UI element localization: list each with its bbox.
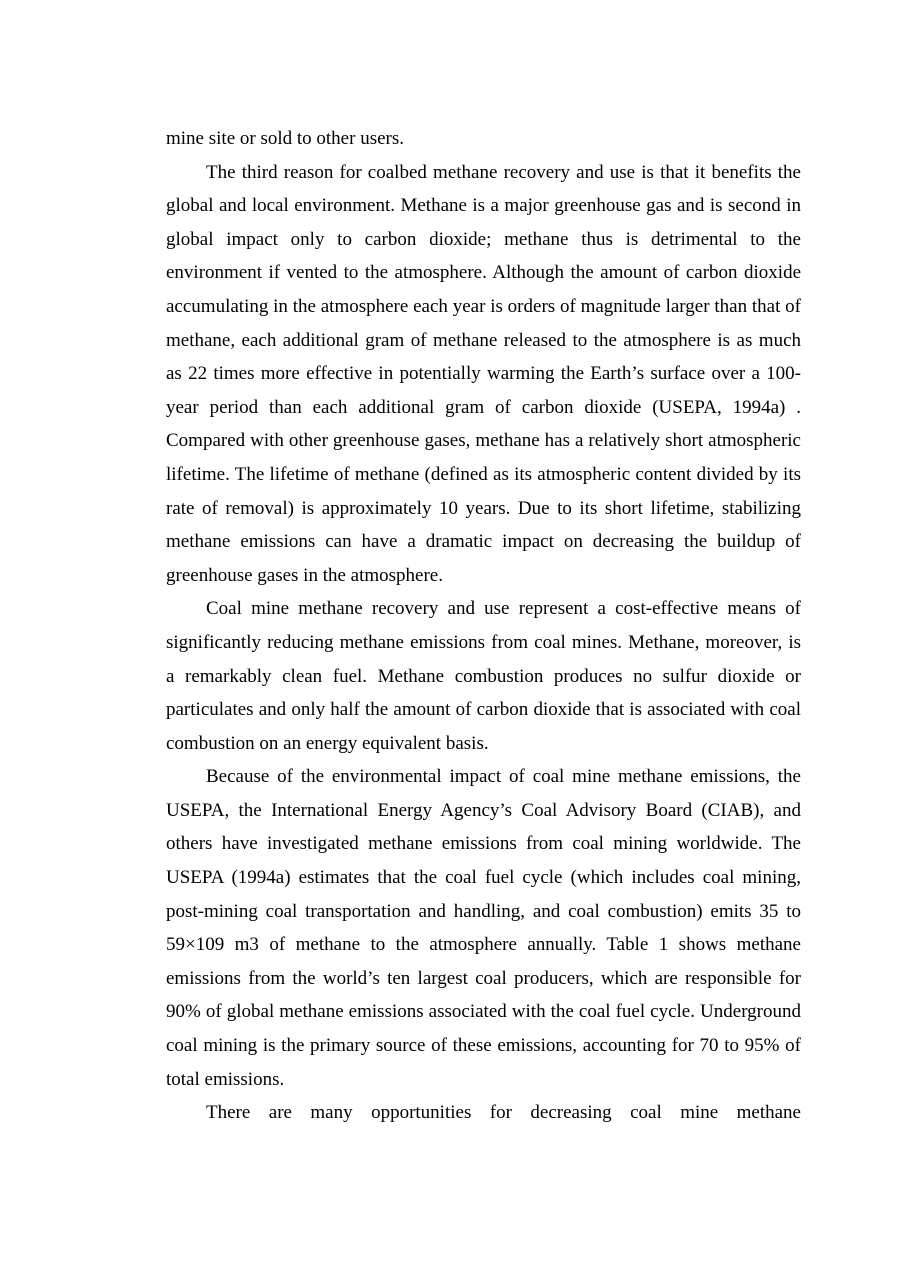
- paragraph-global-emissions: Because of the environmental impact of coal mine methane emissions, the USEPA, the International Energy Agency’s Coal Advisory Board (CIAB), and others have investigated methane emissions from coal mining worldwide. The USEPA (1994a) estimates that the coal fuel cycle (which includes coal mining, post-mining coal transportation and handling, and coal combustion) emits 35 to 59×109 m3 of methane to the atmosphere annually. Table 1 shows methane emissions from the world’s ten largest coal producers, which are responsible for 90% of global methane emissions associated with the coal fuel cycle. Underground coal mining is the primary source of these emissions, accounting for 70 to 95% of total emissions.: [166, 766, 801, 1090]
- paragraph-environment-benefits: The third reason for coalbed methane recovery and use is that it benefits the global and local environment. Methane is a major greenhouse gas and is second in global impact only to carbon dioxide; methane thus is detrimental to the environment if vented to the atmosphere. Although the amount of carbon dioxide accumulating in the atmosphere each year is orders of magnitude larger than that of methane, each additional gram of methane released to the atmosphere is as much as 22 times more effective in potentially warming the Earth’s surface over a 100-year period than each additional gram of carbon dioxide (USEPA, 1994a) . Compared with other greenhouse gases, methane has a relatively short atmospheric lifetime. The lifetime of methane (defined as its atmospheric content divided by its rate of removal) is approximately 10 years. Due to its short lifetime, stabilizing methane emissions can have a dramatic impact on decreasing the buildup of greenhouse gases in the atmosphere.: [166, 161, 801, 586]
- paragraph-continuation: mine site or sold to other users.: [166, 128, 404, 149]
- paragraph-opportunities: There are many opportunities for decreasing coal mine methane: [206, 1102, 801, 1124]
- paragraph-cost-effective-recovery: Coal mine methane recovery and use represent a cost-effective means of significantly reducing methane emissions from coal mines. Methane, moreover, is a remarkably clean fuel. Methane combustion produces no sulfur dioxide or particulates and only half the amount of carbon dioxide that is associated with coal combustion on an energy equivalent basis.: [166, 598, 801, 754]
- document-body: [166, 122, 801, 1130]
